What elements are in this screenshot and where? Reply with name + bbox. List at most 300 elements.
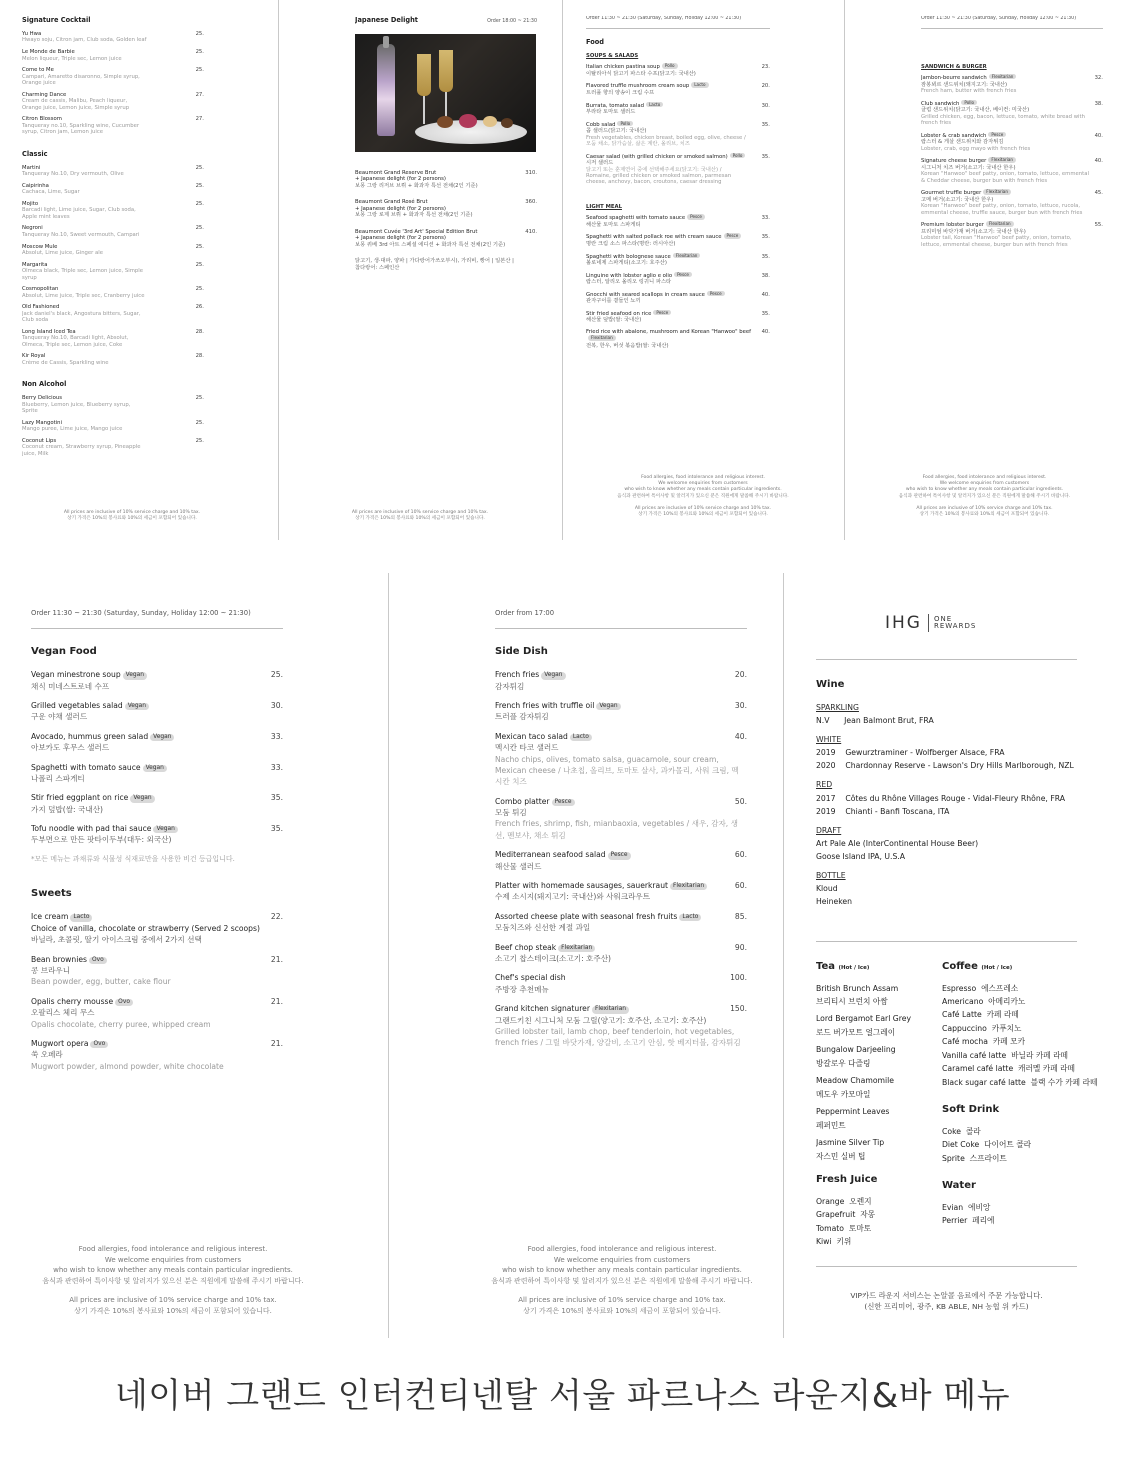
item-price: 33. (270, 731, 283, 741)
menu-item (22, 420, 204, 433)
allergy-and-tax-notice: Food allergies, food intolerance and religious interest. We welcome enquiries from customers who wish to know whether any meals contain particular ingredients. 음식과 관련하여 특이사항 및 알러지가 있으신 분은 직원에게 말씀해 주시기 바랍니다. All prices are inclusive of 10% service charge and 10% tax. 상기 가격은 10%의 봉사료와 10%의 세금이 포함되어 있습니다. (42, 1245, 304, 1315)
item-name: Margarita (22, 261, 48, 268)
menu-item-row (586, 102, 770, 109)
item-name: Premium lobster burger (921, 222, 984, 229)
item-description: 닭고기 또는 훈제연어 중에 선택해주세요(닭고기: 국내산) / Romaine, grilled chicken or smoked salmon, parmesan cheese, anchovy, bacon, croutons, caesar dressing (586, 166, 732, 186)
menu-item-row (586, 272, 770, 279)
item-name-wrap (586, 102, 663, 109)
item-ingredients: Tanqueray no.10, Sparkling wine, Cucumber syrup, Citron jam, Lemon juice (22, 122, 140, 136)
item-price: 38. (761, 272, 770, 279)
item-name-wrap (586, 329, 762, 343)
item-price: 25. (195, 164, 204, 171)
pairing-price: 310. (525, 170, 537, 176)
item-name-wrap (495, 942, 595, 953)
wine-entry: 2019 Gewurztraminer - Wolfberger Alsace, FRA (816, 748, 1005, 758)
tea-entry: Jasmine Silver Tip (816, 1138, 885, 1148)
item-korean-name: 시그니처 치즈 버거(소고기: 국내산 한우) (921, 164, 1016, 171)
menu-item-row (495, 669, 747, 680)
item-name-wrap (31, 669, 147, 680)
item-name-wrap (31, 911, 92, 922)
coffee-entry: Americano 아메리카노 (942, 996, 1026, 1006)
item-description: Opalis chocolate, cherry puree, whipped cream (31, 1019, 211, 1029)
item-price: 25. (195, 182, 204, 189)
item-price: 23. (761, 64, 770, 71)
item-korean-name: 이탈리아식 닭고기 파스타 수프(닭고기: 국내산) (586, 70, 696, 77)
diet-tag-badge: Lacto (570, 734, 592, 741)
menu-item (586, 291, 770, 305)
item-price: 100. (730, 973, 747, 983)
glass-image (439, 50, 453, 92)
item-description: Bean powder, egg, butter, cake flour (31, 977, 171, 987)
item-ingredients: Absolut, Lime juice, Triple sec, Cranberry juice (22, 292, 145, 299)
menu-item (22, 31, 204, 44)
allergy-and-tax-notice: Food allergies, food intolerance and religious interest. We welcome enquiries from customers who wish to know whether any meals contain particular ingredients. 음식과 관련하여 특이사항 및 알러지가 있으신 분은 직원에게 말씀해 주시기 바랍니다. All prices are inclusive of 10% service charge and 10% tax. 상기 가격은 10%의 봉사료와 10%의 세금이 포함되어 있습니다. (491, 1245, 753, 1315)
menu-item-row (495, 880, 747, 891)
tea-entry: 자스민 실버 팁 (816, 1151, 866, 1161)
item-name-wrap (495, 849, 631, 860)
item-name: Lazy Mangotini (22, 419, 62, 426)
diet-tag-badge: Flexitarian (989, 74, 1017, 79)
item-korean-name: 랍스터 & 게살 샌드위치와 감자튀김 (921, 139, 1004, 146)
item-name: Platter with homemade sausages, sauerkraut (495, 881, 669, 891)
item-name: Seafood spaghetti with tomato sauce (586, 215, 686, 222)
group-title: SANDWICH & BURGER (921, 63, 987, 70)
diet-tag-badge: Pesce (707, 291, 725, 296)
tea-entry: British Brunch Assam (816, 983, 899, 993)
item-name: Club sandwich (921, 100, 960, 107)
tax-notice: All prices are inclusive of 10% service charge and 10% tax. 상기 가격은 10%의 봉사료와 10%의 세금이 포함되어 있습니다. (351, 510, 489, 521)
item-korean-name: 감자튀김 (495, 681, 525, 691)
item-price: 21. (270, 954, 283, 964)
section-title: Non Alcohol (22, 380, 67, 389)
item-name-wrap (586, 233, 741, 240)
diet-tag-badge: Flexitarian (558, 945, 595, 952)
item-ingredients: Hwayo soju, Citron jam, Club soda, Golden leaf (22, 37, 147, 44)
menu-page-sandwich-burger (921, 16, 1103, 536)
vegan-note: *모든 메뉴는 과채류와 식물성 식재료만을 사용한 비건 등급입니다. (31, 854, 235, 863)
soft-drink-entry: Sprite 스프라이트 (942, 1153, 1007, 1163)
item-description: Mugwort powder, almond powder, white chocolate (31, 1061, 224, 1071)
menu-item-row (495, 700, 747, 711)
item-price: 40. (734, 731, 747, 741)
item-korean-name: 모둠 튀김 (495, 808, 527, 818)
item-name: Martini (22, 164, 41, 171)
menu-item-row (31, 669, 283, 680)
item-korean-name: 트러플 향의 양송이 크림 수프 (586, 89, 655, 96)
item-name-wrap (31, 954, 107, 965)
item-korean-name: 프리미엄 바닷가재 버거(소고기: 국내산 한우) (921, 228, 1026, 235)
item-ingredients: Melon liqueur, Triple sec, Lemon juice (22, 55, 122, 62)
menu-item-row (586, 153, 770, 160)
item-description: Lobster, crab, egg mayo with french fries (921, 145, 1031, 152)
diet-tag-badge: Pesce (552, 799, 575, 806)
menu-page-food (586, 16, 770, 536)
diet-tag-badge: Pollo (617, 121, 633, 126)
item-korean-name: 오팔리스 체리 무스 (31, 1008, 95, 1018)
section-title: Classic (22, 149, 48, 158)
menu-item (586, 253, 770, 267)
item-name: Caesar salad (with grilled chicken or smoked salmon) (586, 153, 728, 160)
item-detail: Choice of vanilla, chocolate or strawberry (Served 2 scoops) (31, 923, 260, 933)
menu-item (22, 329, 204, 348)
item-price: 25. (195, 437, 204, 444)
item-name-wrap (31, 792, 155, 803)
menu-item (586, 272, 770, 286)
tea-entry: 페퍼민트 (816, 1120, 846, 1130)
menu-page-side-dish (495, 608, 747, 1328)
item-korean-name: 해산물 샐러드 (495, 861, 542, 871)
item-price: 22. (270, 912, 283, 922)
diet-tag-badge: Pesce (687, 214, 705, 219)
wine-entry: 2017 Côtes du Rhône Villages Rouge - Vidal-Fleury Rhône, FRA (816, 793, 1066, 803)
menu-item (921, 100, 1103, 127)
item-price: 35. (761, 234, 770, 241)
diet-tag-badge: Pesce (674, 272, 692, 277)
item-price: 85. (734, 911, 747, 921)
champagne-dessert-photo (355, 34, 536, 152)
soft-drink-entry: Diet Coke 다이어트 콜라 (942, 1140, 1032, 1150)
menu-item (586, 214, 770, 228)
pairing-detail: + Japanese delight (for 2 persons) (355, 235, 446, 242)
menu-item (586, 310, 770, 324)
diet-tag-badge: Vegan (123, 672, 147, 679)
menu-item (22, 183, 204, 196)
item-price: 25. (195, 225, 204, 232)
menu-item (586, 233, 770, 247)
pairing-price: 360. (525, 199, 537, 206)
menu-item (921, 132, 1103, 152)
menu-item (31, 792, 283, 815)
diet-tag-badge: Flexitarian (588, 335, 616, 340)
page-divider (783, 573, 784, 1338)
item-name-wrap (921, 74, 1016, 81)
menu-item (495, 911, 747, 934)
tea-entry: 브리티시 브런치 아쌈 (816, 996, 888, 1006)
pairing-item (355, 229, 537, 248)
item-korean-name: 바닐라, 초콜릿, 딸기 아이스크림 중에서 2가지 선택 (31, 935, 202, 945)
item-description: Nacho chips, olives, tomato salsa, guacamole, sour cream, Mexican cheese / 나초칩, 올리브, 토마토 살사, 과카몰리, 사워 크림, 멕시칸 치즈 (495, 754, 739, 787)
item-name-wrap (921, 189, 1011, 196)
item-price: 26. (195, 304, 204, 311)
wine-entry: Art Pale Ale (InterContinental House Beer) (816, 838, 979, 848)
item-description: Korean "Hanwoo" beef patty, onion, tomato, lettuce, emmental & Cheddar cheese, burger bun with french fries (921, 171, 1089, 184)
menu-page-beverages (816, 676, 1078, 946)
item-price: 35. (761, 310, 770, 317)
order-hours: Order 11:30 ~ 21:30 (Saturday, Sunday, Holiday 12:00 ~ 21:30) (31, 609, 251, 617)
origin-note-line: 참다랑어: 스페인산 (355, 264, 400, 271)
menu-item (586, 82, 770, 96)
item-korean-name: 랍스터, 알리오 올리오 링귀니 파스타 (586, 279, 672, 286)
coffee-entry: Café Latte 카페 라떼 (942, 1010, 1019, 1020)
diet-tag-badge: Pollo (662, 63, 678, 68)
menu-item-row (921, 221, 1103, 228)
water-entry: Perrier 페리에 (942, 1216, 995, 1226)
item-korean-name: 명란 크림 소스 파스타(명란: 러시아산) (586, 240, 676, 247)
section-title-food: Food (586, 37, 605, 46)
menu-item-row (495, 731, 747, 742)
item-price: 38. (1094, 100, 1103, 107)
item-description: Korean "Hanwoo" beef patty, onion, tomato, lettuce, rucola, emmental cheese, truffle sauce, burger bun with french fries (921, 203, 1083, 216)
item-name: Berry Delicious (22, 395, 62, 402)
item-korean-name: 가지 덮밥(쌀: 국내산) (31, 804, 103, 814)
item-price: 27. (195, 116, 204, 123)
item-korean-name: 모둠치즈와 신선한 계절 과일 (495, 923, 591, 933)
menu-item (31, 911, 283, 945)
menu-item (22, 304, 204, 323)
item-price: 25. (195, 243, 204, 250)
item-price: 40. (761, 328, 770, 335)
item-korean-name: 전복, 한우, 버섯 볶음밥(쌀: 국내산) (586, 342, 669, 349)
diet-tag-badge: Vegan (596, 703, 620, 710)
item-name: Fried rice with abalone, mushroom and Korean "Hanwoo" beef (586, 328, 752, 335)
section-title: Signature Cocktail (22, 16, 91, 24)
item-name: Assorted cheese plate with seasonal fresh fruits (495, 911, 678, 921)
item-name: Avocado, hummus green salad (31, 731, 149, 741)
wine-entry: 2020 Chardonnay Reserve - Lawson's Dry Hills Marlborough, NZL (816, 761, 1074, 771)
menu-item (31, 823, 283, 846)
section-title-fresh-juice: Fresh Juice (816, 1174, 878, 1186)
wine-category: RED (816, 780, 833, 790)
menu-item-row (586, 233, 770, 240)
menu-item-row (586, 82, 770, 89)
item-korean-name: 쑥 오페라 (31, 1050, 63, 1060)
water-entry: Evian 에비앙 (942, 1202, 991, 1212)
item-korean-name: 관자구이를 곁들인 뇨끼 (586, 298, 641, 305)
menu-item-row (586, 63, 770, 70)
item-name-wrap (31, 823, 178, 834)
menu-item-row (586, 329, 770, 343)
item-name: Lobster & crab sandwich (921, 132, 987, 139)
item-price: 21. (270, 996, 283, 1006)
item-price: 55. (1094, 222, 1103, 229)
allergy-and-tax-notice: Food allergies, food intolerance and religious interest. We welcome enquiries from customers who wish to know whether any meals contain particular ingredients. 음식과 관련하여 특이사항 및 알러지가 있으신 분은 직원에게 말씀해 주시기 바랍니다. All prices are inclusive of 10% service charge and 10% tax. 상기 가격은 10%의 봉사료와 10%의 세금이 포함되어 있습니다. (617, 475, 789, 517)
menu-item (495, 849, 747, 872)
item-name-wrap (31, 731, 174, 742)
section-title-sweets: Sweets (31, 888, 72, 900)
menu-item-row (495, 796, 747, 807)
order-hours: Order from 17:00 (495, 609, 555, 617)
item-korean-name: 소고기 찹스테이크(소고기: 호주산) (495, 954, 612, 963)
item-korean-name: 콥 샐러드(닭고기: 국내산) (586, 128, 647, 135)
section-title-tea: Tea (Hot / Ice) (816, 961, 870, 972)
item-description: Lobster tail, Korean "Hanwoo" beef patty, onion, tomato, lettuce, emmental cheese, burger bun with french fries (921, 235, 1072, 248)
origin-note (355, 258, 537, 271)
menu-item (586, 102, 770, 116)
diet-tag-badge: Lacto (70, 914, 92, 921)
wine-entry: 2019 Chianti - Banfi Toscana, ITA (816, 806, 950, 816)
item-ingredients: Barcadi light, Lime juice, Sugar, Club soda, Apple mint leaves (22, 207, 136, 220)
item-price: 25. (195, 49, 204, 56)
item-name-wrap (495, 796, 575, 807)
diet-tag-badge: Pesce (724, 233, 742, 238)
menu-item (22, 353, 204, 366)
item-name: Mexican taco salad (495, 731, 568, 741)
menu-item (495, 880, 747, 903)
item-name-wrap (31, 700, 149, 711)
item-name: Jambon-beurre sandwich (921, 75, 987, 82)
tea-entry: 방갈로우 다즐링 (816, 1058, 871, 1068)
item-name: Beef chop steak (495, 942, 557, 952)
menu-item-row (921, 157, 1103, 164)
glass-image (417, 54, 431, 96)
item-name: Burrata, tomato salad (586, 102, 644, 109)
item-price: 35. (761, 121, 770, 128)
item-name-wrap (495, 700, 621, 711)
section-title-water: Water (942, 1180, 976, 1192)
coffee-entry: Black sugar café latte 블랙 수가 카페 라떼 (942, 1077, 1098, 1087)
item-korean-name: 콩 브라우니 (31, 965, 71, 975)
item-price: 25. (195, 419, 204, 426)
menu-item (586, 121, 770, 148)
item-description: French fries, shrimp, fish, mianbaoxia, vegetables / 새우, 감자, 생선, 멘보샤, 채소 튀김 (495, 819, 738, 840)
menu-item (22, 286, 204, 299)
order-hours: Order 18:00 ~ 21:30 (487, 19, 537, 24)
section-title-side-dish: Side Dish (495, 646, 548, 658)
item-name: Caipirinha (22, 182, 49, 189)
item-price: 30. (761, 102, 770, 109)
item-price: 33. (270, 762, 283, 772)
item-name: Gnocchi with seared scallops in cream sauce (586, 291, 705, 298)
pairing-korean: 보몽 그랑 로제 브뤼 + 화과자 특선 전채(2인 기준) (355, 212, 473, 219)
item-name: Mediterranean seafood salad (495, 850, 606, 860)
diet-tag-badge: Lacto (691, 82, 708, 87)
tea-entry: 로드 버가모트 얼그레이 (816, 1027, 896, 1037)
menu-item-row (31, 762, 283, 773)
pairing-korean: 보몽 퀴베 3rd 아트 스페셜 에디션 + 화과자 특선 전채(2인 기준) (355, 241, 506, 248)
menu-item (22, 92, 204, 111)
item-name: Vegan minestrone soup (31, 670, 121, 680)
wine-entry: Kloud (816, 884, 838, 894)
tea-entry: Bungalow Darjeeling (816, 1045, 896, 1055)
item-korean-name: 해산물 토마토 스파게티 (586, 221, 641, 228)
menu-item (586, 153, 770, 186)
item-name: Charming Dance (22, 91, 67, 98)
item-price: 21. (270, 1038, 283, 1048)
menu-item (31, 1038, 283, 1072)
item-name: Chef's special dish (495, 973, 566, 983)
item-name: Bean brownies (31, 954, 87, 964)
item-price: 40. (1094, 158, 1103, 165)
item-name-wrap (495, 669, 566, 680)
cocktail-list (22, 16, 204, 457)
origin-note-line: 닭고기, 생·대파, 양파 | 가다랑어가쓰오부시), 가리비, 빵어 | 일본산 | (355, 258, 514, 265)
diet-tag-badge: Flexitarian (983, 189, 1011, 194)
item-price: 150. (730, 1004, 747, 1014)
item-price: 28. (195, 353, 204, 360)
pairing-price: 410. (525, 228, 537, 235)
item-ingredients: Coconut cream, Strawberry syrup, Pineapple juice, Milk (22, 444, 141, 457)
item-name-wrap (586, 121, 633, 128)
diet-tag-badge: Vegan (541, 672, 565, 679)
coffee-entry: Espresso 에스프레소 (942, 983, 1019, 993)
menu-item-row (31, 823, 283, 834)
diet-tag-badge: Flexitarian (670, 883, 707, 890)
item-name: Coconut Lips (22, 437, 57, 444)
item-name: Cosmopolitan (22, 286, 59, 293)
order-hours: Order 11:30 ~ 21:30 (Saturday, Sunday, Holiday 12:00 ~ 21:30) (921, 16, 1077, 21)
item-ingredients: Jack daniel's black, Angostura bitters, Sugar, Club soda (22, 310, 141, 324)
diet-tag-badge: Pesce (608, 852, 631, 859)
item-ingredients: Campari, Amaretto disaronno, Simple syrup, Orange juice (22, 73, 140, 87)
diet-tag-badge: Flexitarian (986, 221, 1014, 226)
page-divider (844, 0, 845, 540)
diet-tag-badge: Ovo (89, 957, 107, 964)
diet-tag-badge: Vegan (153, 826, 177, 833)
item-name: Mugwort opera (31, 1038, 89, 1048)
item-korean-name: 트러플 감자튀김 (495, 712, 549, 722)
menu-item (22, 165, 204, 178)
menu-item (22, 395, 204, 414)
menu-item-row (31, 954, 283, 965)
diet-tag-badge: Flexitarian (592, 1006, 629, 1013)
item-name: French fries with truffle oil (495, 700, 595, 710)
menu-item (22, 67, 204, 86)
item-description: Fresh vegetables, chicken breast, boiled egg, olive, cheese / 모둠 채소, 닭가슴살, 삶은 계란, 올리브, 치즈 (586, 134, 746, 147)
menu-item (495, 972, 747, 995)
item-price: 35. (761, 153, 770, 160)
menu-item-row (586, 121, 770, 128)
item-name: Come to Me (22, 67, 54, 74)
page-divider (562, 0, 563, 540)
item-name-wrap (495, 972, 566, 983)
section-title-soft-drink: Soft Drink (942, 1104, 1000, 1116)
wine-category: BOTTLE (816, 871, 846, 881)
item-korean-name: 그랜드키친 시그니처 모둠 그릴(양고기: 호주산, 소고기: 호주산) (495, 1015, 707, 1025)
item-korean-name: 수제 소시지(돼지고기: 국내산)와 사워크라우트 (495, 892, 651, 902)
item-name: Spaghetti with salted pollack roe with cream sauce (586, 234, 722, 241)
menu-item (495, 942, 747, 965)
item-name: Opalis cherry mousse (31, 996, 114, 1006)
diet-tag-badge: Lacto (646, 102, 663, 107)
item-price: 25. (195, 395, 204, 402)
item-name: Kir Royal (22, 353, 46, 360)
item-name-wrap (495, 1003, 629, 1014)
item-price: 35. (270, 824, 283, 834)
menu-item (22, 49, 204, 62)
menu-item (31, 669, 283, 692)
diet-tag-badge: Pesce (653, 310, 671, 315)
menu-page-vegan-sweets (31, 608, 283, 1328)
menu-item-row (495, 1003, 747, 1014)
allergy-and-tax-notice: Food allergies, food intolerance and religious interest. We welcome enquiries from customers who wish to know whether any meals contain particular ingredients. 음식과 관련하여 특이사항 및 알러지가 있으신 분은 직원에게 말씀해 주시기 바랍니다. All prices are inclusive of 10% service charge and 10% tax. 상기 가격은 10%의 봉사료와 10%의 세금이 포함되어 있습니다. (898, 475, 1071, 517)
item-price: 25. (195, 261, 204, 268)
menu-item-row (495, 849, 747, 860)
item-ingredients: Mango puree, Lime juice, Mango juice (22, 426, 123, 433)
diet-tag-badge: Flexitarian (673, 253, 701, 258)
menu-item-row (31, 1038, 283, 1049)
item-price: 40. (1094, 132, 1103, 139)
item-name-wrap (31, 762, 167, 773)
item-price: 30. (270, 700, 283, 710)
menu-item-row (31, 911, 283, 922)
group-title: SOUPS & SALADS (586, 52, 639, 59)
item-korean-name: 클럽 샌드위치(닭고기: 국내산, 베이컨: 미국산) (921, 107, 1030, 114)
item-price: 25. (270, 670, 283, 680)
diet-tag-badge: Ovo (115, 999, 133, 1006)
menu-item-row (31, 700, 283, 711)
japanese-delight-list (355, 170, 537, 320)
item-price: 25. (195, 67, 204, 74)
pairing-item (355, 170, 537, 189)
item-name-wrap (921, 221, 1014, 228)
menu-item (586, 63, 770, 77)
pairing-item (355, 199, 537, 218)
item-price: 20. (761, 83, 770, 90)
diet-tag-badge: Vegan (125, 703, 149, 710)
diet-tag-badge: Pollo (961, 100, 977, 105)
juice-entry: Orange 오렌지 (816, 1196, 872, 1206)
item-description: French ham, butter with french fries (921, 88, 1017, 95)
